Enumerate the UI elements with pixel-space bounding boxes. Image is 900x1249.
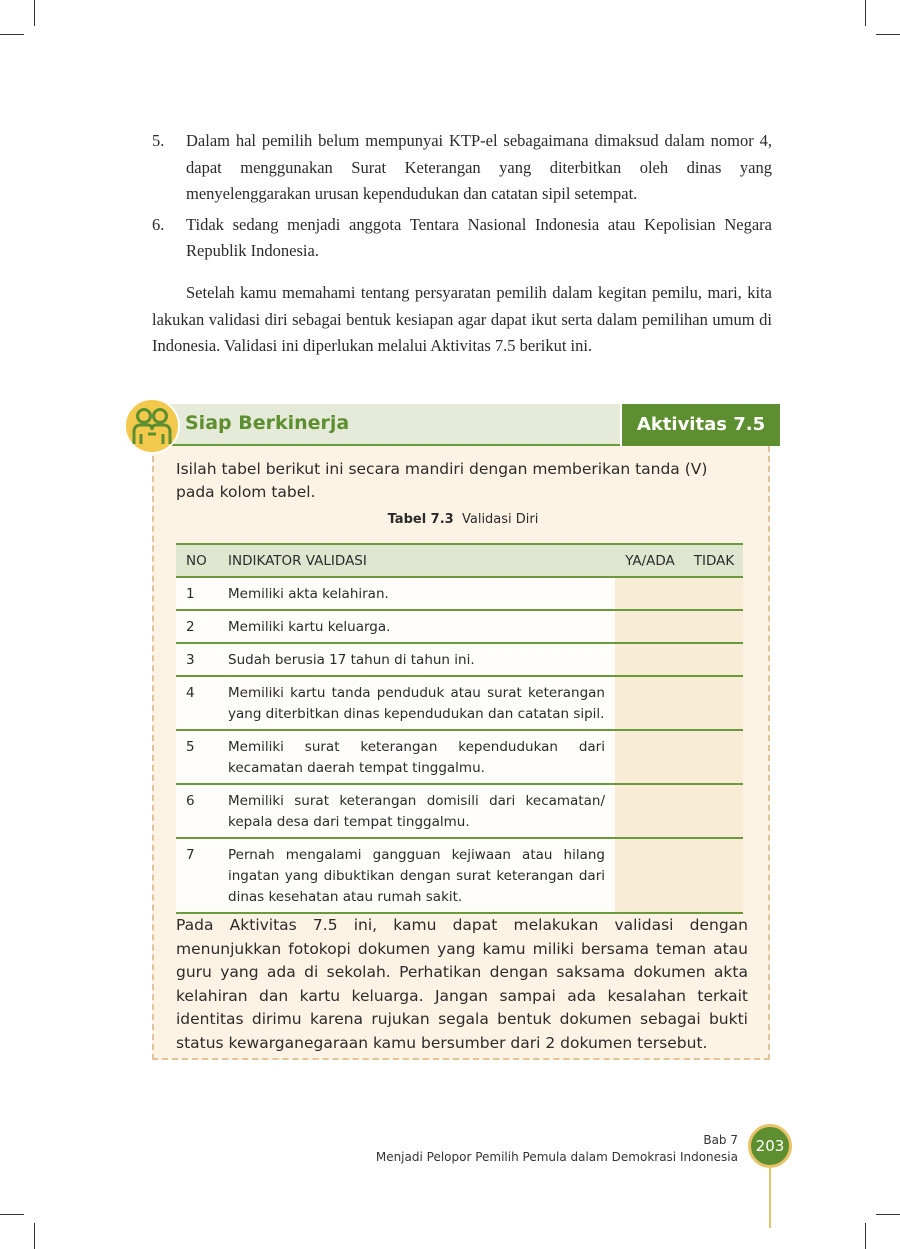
row-number: 7 (176, 838, 218, 913)
table-caption (176, 512, 750, 527)
row-number: 4 (176, 676, 218, 730)
chapter-number: Bab 7 (703, 1133, 738, 1147)
yes-cell[interactable] (615, 784, 685, 838)
row-number: 3 (176, 643, 218, 676)
table-row (176, 577, 743, 610)
no-cell[interactable] (685, 838, 743, 913)
row-number: 6 (176, 784, 218, 838)
crop-mark (34, 1223, 35, 1249)
no-cell[interactable] (685, 643, 743, 676)
row-indicator: Memiliki surat keterangan kependudukan dari kecamatan daerah tempat tinggalmu. (218, 730, 615, 784)
table-row (176, 610, 743, 643)
header-no-check: TIDAK (685, 544, 743, 577)
crop-mark (876, 34, 900, 35)
instruction-text: Isilah tabel berikut ini secara mandiri dengan memberikan tanda (V) pada kolom tabel. (176, 460, 708, 501)
header-yes: YA/ADA (615, 544, 685, 577)
no-cell[interactable] (685, 610, 743, 643)
caption-text: Validasi Diri (461, 512, 539, 527)
row-indicator: Sudah berusia 17 tahun di tahun ini. (218, 643, 615, 676)
crop-mark (0, 34, 24, 35)
crop-mark (876, 1214, 900, 1215)
no-cell[interactable] (685, 676, 743, 730)
row-indicator: Memiliki surat keterangan domisili dari kecamatan/ kepala desa dari tempat tinggalmu. (218, 784, 615, 838)
table-row (176, 784, 743, 838)
table-row (176, 676, 743, 730)
activity-banner (152, 404, 780, 446)
row-indicator: Memiliki kartu tanda penduduk atau surat keterangan yang diterbitkan dinas kependudukan dan catatan sipil. (218, 676, 615, 730)
header-no: NO (176, 544, 218, 577)
activity-label: Aktivitas 7.5 (622, 404, 780, 446)
list-number: 6. (152, 214, 165, 234)
yes-cell[interactable] (615, 643, 685, 676)
list-item (152, 212, 772, 265)
banner-left (152, 404, 620, 446)
row-number: 2 (176, 610, 218, 643)
no-cell[interactable] (685, 784, 743, 838)
header-indicator: INDIKATOR VALIDASI (218, 544, 615, 577)
list-text: Dalam hal pemilih belum mempunyai KTP-el sebagaimana dimaksud dalam nomor 4, dapat menggunakan Surat Keterangan yang diterbitkan oleh dinas yang menyelenggarakan urusan kependudukan dan catatan sipil setempat. (186, 131, 772, 203)
crop-mark (34, 0, 35, 26)
table-row (176, 838, 743, 913)
row-indicator: Memiliki kartu keluarga. (218, 610, 615, 643)
crop-mark (865, 0, 866, 26)
caption-label: Tabel 7.3 (387, 512, 454, 527)
validation-table (176, 543, 743, 914)
intro-paragraph: Setelah kamu memahami tentang persyaratan pemilih dalam kegitan pemilu, mari, kita lakukan validasi diri sebagai bentuk kesiapan agar dapat ikut serta dalam pemilihan umum di Indonesia. Validasi ini diperlukan melalui Aktivitas 7.5 berikut ini. (152, 283, 772, 355)
people-icon (124, 398, 180, 454)
crop-mark (865, 1223, 866, 1249)
row-indicator: Memiliki akta kelahiran. (218, 577, 615, 610)
row-indicator: Pernah mengalami gangguan kejiwaan atau hilang ingatan yang dibuktikan dengan surat keterangan dari dinas kesehatan atau rumah sakit. (218, 838, 615, 913)
banner-title: Siap Berkinerja (185, 412, 350, 434)
chapter-title: Menjadi Pelopor Pemilih Pemula dalam Demokrasi Indonesia (375, 1150, 738, 1164)
yes-cell[interactable] (615, 610, 685, 643)
row-number: 1 (176, 577, 218, 610)
row-number: 5 (176, 730, 218, 784)
table-row (176, 730, 743, 784)
yes-cell[interactable] (615, 838, 685, 913)
table-row (176, 643, 743, 676)
crop-mark (0, 1214, 24, 1215)
yes-cell[interactable] (615, 676, 685, 730)
page-number-line (769, 1168, 771, 1228)
no-cell[interactable] (685, 730, 743, 784)
list-number: 5. (152, 131, 165, 150)
table-header-row (176, 544, 743, 577)
closing-paragraph: Pada Aktivitas 7.5 ini, kamu dapat melakukan validasi dengan menunjukkan fotokopi dokumen yang kamu miliki bersama teman atau guru yang ada di sekolah. Perhatikan dengan saksama dokumen akta kelahiran dan kartu keluarga. Jangan sampai ada kesalahan terkait identitas dirimu karena rujukan segala bentuk dokumen sebagai bukti status kewarganegaraan kamu bersumber dari 2 dokumen tersebut. (176, 916, 748, 1052)
list-text: Tidak sedang menjadi anggota Tentara Nasional Indonesia atau Kepolisian Negara Republik Indonesia. (186, 214, 772, 260)
page-footer (376, 1132, 738, 1166)
yes-cell[interactable] (615, 577, 685, 610)
no-cell[interactable] (685, 577, 743, 610)
page-number: 203 (748, 1124, 792, 1168)
yes-cell[interactable] (615, 730, 685, 784)
requirements-list (152, 128, 772, 269)
list-item (152, 128, 772, 208)
